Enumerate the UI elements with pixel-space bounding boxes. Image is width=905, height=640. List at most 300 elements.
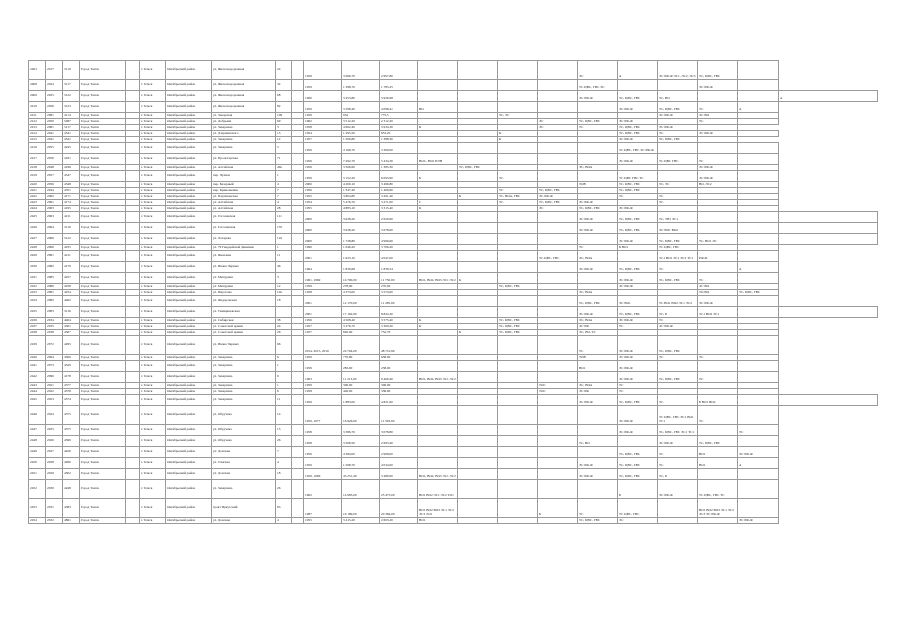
table-cell-code: 3122	[63, 234, 80, 245]
table-cell-note3	[498, 499, 538, 518]
table-cell-year: 1959	[304, 143, 342, 154]
table-cell-house: 66	[276, 336, 292, 355]
table-cell-note8: ТС	[698, 355, 738, 361]
table-cell-district: Октябрьский район	[166, 336, 212, 355]
table-cell-note8	[698, 262, 738, 273]
table-cell-code: 4178	[63, 372, 80, 383]
table-cell-house: 1	[276, 383, 292, 389]
table-cell-code: 3117	[63, 125, 80, 131]
table-cell-code: 4254	[63, 290, 80, 296]
table-cell-id: 2447	[29, 425, 46, 436]
table-row	[29, 154, 878, 165]
table-cell-note7: ТС, ЦВС, ГВС	[658, 102, 698, 113]
table-row	[29, 395, 878, 406]
table-cell-code: 3116	[63, 307, 80, 318]
table-cell-code: 4404	[63, 318, 80, 324]
table-cell-district: Октябрьский район	[166, 182, 212, 188]
table-cell-city: Город Томск	[80, 307, 126, 318]
table-cell-city: Город Томск	[80, 284, 126, 290]
table-cell-id: 2428	[29, 245, 46, 251]
table-cell-kind	[126, 499, 140, 518]
table-cell-note4	[538, 480, 578, 499]
table-cell-code: 3117	[63, 80, 80, 91]
table-cell-note3	[498, 458, 538, 469]
table-cell-note8	[698, 212, 738, 223]
table-cell-city: Город Томск	[80, 171, 126, 182]
table-cell-extra	[292, 372, 304, 383]
table-cell-note9	[738, 154, 779, 165]
table-cell-note1	[418, 336, 458, 355]
table-cell-year: 1959	[304, 361, 342, 372]
table-row	[29, 296, 878, 307]
table-cell-note6	[618, 436, 658, 447]
table-cell-note4	[538, 61, 578, 80]
table-cell-note6: ЭС РФ-Ф	[618, 372, 658, 383]
table-cell-house: 14	[276, 406, 292, 425]
table-cell-locality: г. Томск	[140, 383, 166, 389]
table-cell-n: 2027	[46, 447, 63, 458]
table-cell-street: ул. Заварзина	[212, 383, 276, 389]
table-cell-note8	[698, 91, 738, 102]
table-cell-city: Город Томск	[80, 324, 126, 330]
table-cell-code: 4378	[63, 389, 80, 395]
table-cell-extra	[292, 251, 304, 262]
table-cell-note5: ЭС РФ-Ф	[578, 307, 618, 318]
table-cell-note7: ТС, ЦВС, ГВС ЭС1 ТС1	[658, 425, 698, 436]
table-cell-area_total: 283,00	[342, 361, 380, 372]
table-cell-note7: ТС	[658, 458, 698, 469]
table-cell-code: 4295	[63, 336, 80, 355]
table-cell-year: 1957	[304, 330, 342, 336]
table-cell-district: Октябрьский район	[166, 154, 212, 165]
table-cell-area_living: 3 271,00	[380, 200, 418, 206]
table-cell-id: 2433	[29, 290, 46, 296]
table-cell-note8: ТС	[698, 372, 738, 383]
table-cell-note5: ТС, ЦВС, ГВС	[578, 119, 618, 125]
table-cell-area_living: 1 406,60	[380, 188, 418, 194]
table-cell-locality: г. Томск	[140, 330, 166, 336]
table-body	[29, 61, 878, 524]
table-cell-area_living: 48 710,90	[380, 336, 418, 355]
table-cell-district: Октябрьский район	[166, 125, 212, 131]
table-cell-n: 2081	[46, 251, 63, 262]
table-row	[29, 143, 878, 154]
table-cell-district: Октябрьский район	[166, 389, 212, 395]
table-cell-note5: ТС, ВО	[578, 436, 618, 447]
table-cell-note2	[458, 436, 498, 447]
table-cell-area_total: 1 625,10	[342, 251, 380, 262]
table-cell-area_total: 4 384,00	[342, 447, 380, 458]
table-cell-street: ул. Заварзина	[212, 480, 276, 499]
table-cell-note1: Б	[418, 171, 458, 182]
table-cell-n: 2056	[46, 182, 63, 188]
table-cell-city: Город Томск	[80, 273, 126, 284]
table-cell-locality: г. Томск	[140, 372, 166, 383]
table-cell-note7: ТС	[658, 395, 698, 406]
table-cell-note7: ТС ЦВС, ГВС ЭС1 ВО1 ТС1	[658, 406, 698, 425]
table-cell-locality: г. Томск	[140, 284, 166, 290]
table-cell-note4: ТС, ЦВС, ГВС	[538, 188, 578, 194]
table-cell-kind	[126, 395, 140, 406]
table-cell-district: Октябрьский район	[166, 406, 212, 425]
table-cell-district: Октябрьский район	[166, 383, 212, 389]
table-cell-year: 1959	[304, 284, 342, 290]
table-cell-note4	[538, 262, 578, 273]
table-cell-note7: ТС, ЦВС, ГВС	[658, 372, 698, 383]
table-cell-city: Город Томск	[80, 200, 126, 206]
table-cell-note1: К	[418, 125, 458, 131]
table-cell-note5: ЭС РФ-Ф	[578, 91, 618, 102]
table-cell-area_total: 770,80	[342, 355, 380, 361]
table-cell-street: ул. Заварзина	[212, 389, 276, 395]
table-cell-locality: г. Томск	[140, 188, 166, 194]
table-cell-note4: ЭС	[538, 125, 578, 131]
table-cell-street: ул. Томская	[212, 458, 276, 469]
table-cell-n: 2024	[46, 80, 63, 91]
table-cell-city: Город Томск	[80, 447, 126, 458]
table-cell-note9	[738, 307, 779, 318]
table-cell-note1	[418, 262, 458, 273]
table-cell-note3	[498, 102, 538, 113]
table-cell-locality: г. Томск	[140, 165, 166, 171]
table-cell-code: 4195	[63, 206, 80, 212]
table-cell-note5	[578, 234, 618, 245]
table-cell-n: 2082	[46, 262, 63, 273]
table-cell-note7: ТС ВО1 ВО2 ЭС1 ЭС2	[658, 296, 698, 307]
table-cell-note5: ВО1	[578, 361, 618, 372]
table-cell-area_total: 4 662,40	[342, 125, 380, 131]
table-cell-note8: ЭС РФ-Ф	[698, 131, 738, 137]
table-cell-house: 4	[276, 518, 292, 524]
table-cell-area_total: 5 476,70	[342, 200, 380, 206]
table-cell-note1	[418, 143, 458, 154]
table-cell-note7: ТС	[658, 131, 698, 137]
table-cell-note6: А	[618, 61, 658, 80]
table-cell-note9: ЭС РФ-Ф	[738, 447, 779, 458]
table-cell-area_living: 270,00	[380, 284, 418, 290]
table-cell-year: 1958	[304, 436, 342, 447]
table-cell-note5: ТС, ЦВС, ГВС	[578, 518, 618, 524]
table-cell-note2	[458, 212, 498, 223]
table-cell-id: 2432	[29, 284, 46, 290]
table-cell-area_living: 1 785,25	[380, 80, 418, 91]
table-cell-year: 1960	[304, 91, 342, 102]
table-cell-kind	[126, 372, 140, 383]
table-cell-street: ул. Донская	[212, 469, 276, 480]
table-cell-area_total: 14 790,00	[342, 273, 380, 284]
table-cell-area_living: 306,00	[380, 383, 418, 389]
table-cell-note1	[418, 223, 458, 234]
table-cell-note2	[458, 262, 498, 273]
table-cell-note5: ЭС	[578, 61, 618, 80]
table-cell-street: ул. Заводская	[212, 113, 276, 119]
table-row	[29, 425, 878, 436]
table-cell-note2	[458, 499, 498, 518]
table-cell-year: 1956	[304, 318, 342, 324]
table-cell-extra	[292, 480, 304, 499]
table-cell-note7: ТС	[658, 447, 698, 458]
table-cell-locality: г. Томск	[140, 131, 166, 137]
table-cell-note8	[698, 223, 738, 234]
table-cell-note6: ЭС ВО1	[618, 296, 658, 307]
table-cell-note9: ТС, ЦВС, ГВС	[738, 290, 779, 296]
table-cell-n: 2096	[46, 372, 63, 383]
table-cell-code: 4245	[63, 143, 80, 154]
table-cell-note4	[538, 143, 578, 154]
table-cell-year: 1959	[304, 113, 342, 119]
table-cell-house: 82	[276, 102, 292, 113]
table-cell-note6: ЭС РФ-Ф	[618, 336, 658, 355]
table-cell-note3: ТС, ЦВС, ГВС	[498, 284, 538, 290]
table-cell-locality: г. Томск	[140, 194, 166, 200]
table-cell-code: 4174	[63, 200, 80, 206]
table-cell-area_living: 4 098,41	[380, 102, 418, 113]
table-cell-note1: К	[418, 206, 458, 212]
table-cell-district: Октябрьский район	[166, 372, 212, 383]
table-cell-area_total: 3 415,20	[342, 518, 380, 524]
table-cell-area_living: 2 997,80	[380, 61, 418, 80]
table-cell-note1	[418, 395, 458, 406]
table-cell-code: 4541	[63, 131, 80, 137]
table-cell-house: 109	[276, 113, 292, 119]
table-cell-n: 2066	[46, 234, 63, 245]
table-cell-note4	[538, 425, 578, 436]
table-cell-note8: ВО, ЭС2	[698, 182, 738, 188]
table-cell-house: 7	[276, 188, 292, 194]
table-cell-year: 1955	[304, 194, 342, 200]
table-cell-note7	[658, 499, 698, 518]
table-cell-note8: ЭС ВО	[698, 284, 738, 290]
table-cell-note7: ТС	[658, 200, 698, 206]
table-cell-area_total: 1 646,20	[342, 245, 380, 251]
table-cell-city: Город Томск	[80, 223, 126, 234]
table-cell-note4	[538, 372, 578, 383]
table-cell-kind	[126, 458, 140, 469]
table-cell-note1	[418, 91, 458, 102]
table-cell-note2	[458, 223, 498, 234]
table-cell-year: 1954	[304, 131, 342, 137]
table-cell-code: 4541	[63, 137, 80, 143]
table-cell-street: ул. Дзержинского	[212, 131, 276, 137]
table-cell-note6: ЭС РФ-Ф	[618, 234, 658, 245]
table-cell-house: 38	[276, 318, 292, 324]
table-cell-code: 4290	[63, 458, 80, 469]
table-cell-note3	[498, 143, 538, 154]
table-cell-note5: ТС	[578, 336, 618, 355]
table-cell-n: 2061	[46, 200, 63, 206]
table-cell-area_living: 3 574,00	[380, 290, 418, 296]
table-cell-house: 15	[276, 131, 292, 137]
table-cell-id: 2449	[29, 447, 46, 458]
table-cell-area_living: 20 384,00	[380, 499, 418, 518]
table-cell-note6: ЭС РФ-Ф	[618, 119, 658, 125]
table-cell-note8: ТС1 ВО2 ЭС1	[698, 307, 738, 318]
table-cell-note1: К	[418, 324, 458, 330]
table-cell-year: 1958	[304, 125, 342, 131]
table-cell-note7: ЭС РФ-Ф	[658, 125, 698, 131]
table-cell-note5	[578, 406, 618, 425]
table-cell-extra	[292, 395, 304, 406]
table-cell-locality: г. Томск	[140, 480, 166, 499]
table-cell-n: 2081	[46, 113, 63, 119]
table-cell-code: 3122	[63, 91, 80, 102]
table-cell-street: пер. Чулков	[212, 171, 276, 182]
table-cell-note7: ТС, ЦВС, ГВС	[658, 137, 698, 143]
table-cell-note4	[538, 154, 578, 165]
table-cell-code: 4375	[63, 406, 80, 425]
table-cell-note1: ВО1 ВО2 ЭС1 ЭС2 ТО1	[418, 480, 458, 499]
table-cell-code: 5487	[63, 119, 80, 125]
table-row	[29, 406, 878, 425]
table-cell-note3	[498, 296, 538, 307]
table-cell-n: 2035	[46, 324, 63, 330]
table-cell-note4	[538, 436, 578, 447]
table-cell-house: 3	[276, 125, 292, 131]
table-cell-note4	[538, 458, 578, 469]
table-cell-locality: г. Томск	[140, 113, 166, 119]
table-cell-extra	[292, 80, 304, 91]
table-cell-code: 4351	[63, 188, 80, 194]
table-cell-note5: ТС, ЦВС, ГВС	[578, 296, 618, 307]
table-cell-area_living: 2 693,40	[380, 436, 418, 447]
table-cell-city: Город Томск	[80, 165, 126, 171]
table-cell-note6: ЭС РФ-Ф	[618, 355, 658, 361]
table-cell-district: Октябрьский район	[166, 91, 212, 102]
table-cell-street: ул. Обручева	[212, 406, 276, 425]
table-cell-note5: ТС	[578, 125, 618, 131]
table-cell-id: 2431	[29, 273, 46, 284]
table-cell-locality: г. Томск	[140, 318, 166, 324]
table-cell-note3	[498, 223, 538, 234]
table-cell-code: 4211	[63, 212, 80, 223]
table-cell-n: 2073	[46, 361, 63, 372]
table-cell-area_living: 338,00	[380, 389, 418, 395]
table-cell-area_total: 16 926,00	[342, 406, 380, 425]
table-cell-note5: ТС	[578, 245, 618, 251]
table-cell-n: 2064	[46, 223, 63, 234]
table-cell-house: 26	[276, 330, 292, 336]
table-cell-note1	[418, 447, 458, 458]
table-cell-n: 2063	[46, 206, 63, 212]
table-cell-locality: г. Томск	[140, 137, 166, 143]
table-cell-id: 2441	[29, 361, 46, 372]
table-cell-kind	[126, 273, 140, 284]
table-cell-note2	[458, 102, 498, 113]
table-cell-district: Октябрьский район	[166, 251, 212, 262]
table-cell-note3: ТС, ЦВС, ГВС	[498, 324, 538, 330]
table-cell-n: 2082	[46, 296, 63, 307]
table-cell-street: ул. Заварзина	[212, 125, 276, 131]
table-cell-locality: г. Томск	[140, 119, 166, 125]
table-cell-house: 7	[276, 194, 292, 200]
table-cell-code: 4861	[63, 518, 80, 524]
table-cell-note7: ТС ЦВС ГВС	[658, 154, 698, 165]
table-cell-extra	[292, 143, 304, 154]
table-cell-note1: ВО	[418, 102, 458, 113]
table-cell-note7	[658, 518, 698, 524]
table-cell-id: 2425	[29, 212, 46, 223]
table-cell-locality: г. Томск	[140, 296, 166, 307]
table-cell-note3: К	[498, 131, 538, 137]
table-cell-id: 2445	[29, 395, 46, 406]
table-cell-locality: г. Томск	[140, 406, 166, 425]
table-cell-kind	[126, 171, 140, 182]
table-cell-house: 68	[276, 91, 292, 102]
table-cell-note5: ЭС РФ	[578, 389, 618, 395]
table-cell-note7	[658, 80, 698, 91]
table-cell-note7: ТС, ЦВС, ГВС	[658, 273, 698, 284]
table-cell-note1	[418, 212, 458, 223]
table-row	[29, 436, 878, 447]
table-cell-note3	[498, 372, 538, 383]
table-cell-id: 2420	[29, 182, 46, 188]
table-cell-locality: г. Томск	[140, 307, 166, 318]
table-cell-area_total: 1 509,80	[342, 137, 380, 143]
table-cell-note4	[538, 102, 578, 113]
table-cell-house: 69	[276, 119, 292, 125]
table-cell-kind	[126, 251, 140, 262]
table-cell-note3	[498, 251, 538, 262]
table-cell-note1	[418, 251, 458, 262]
table-cell-note6: ТС ЦВС ГВС ТС	[618, 171, 658, 182]
table-cell-kind	[126, 212, 140, 223]
table-cell-note9	[738, 131, 779, 137]
table-cell-note2	[458, 518, 498, 524]
table-cell-street: ул. Железнодорожная	[212, 91, 276, 102]
table-cell-note8: Б ВО1 ВО2	[698, 395, 738, 406]
table-cell-id: 2446	[29, 406, 46, 425]
table-cell-note1	[418, 296, 458, 307]
table-cell-note8: ТО ВО	[698, 290, 738, 296]
table-cell-note6: ТС, ЦВС, ГВС	[618, 307, 658, 318]
table-cell-kind	[126, 336, 140, 355]
table-cell-note8	[698, 518, 738, 524]
table-cell-n: 2017	[46, 61, 63, 80]
table-cell-district: Октябрьский район	[166, 284, 212, 290]
table-cell-district: Октябрьский район	[166, 171, 212, 182]
table-cell-district: Октябрьский район	[166, 296, 212, 307]
table-cell-area_living: 3 078,80	[380, 425, 418, 436]
table-cell-note1: ВО1	[418, 518, 458, 524]
table-cell-street: ул. Пролетарская	[212, 154, 276, 165]
table-cell-year: 1958	[304, 290, 342, 296]
table-cell-note8: РФ-Ф	[698, 251, 738, 262]
table-cell-city: Город Томск	[80, 406, 126, 425]
housing-table	[28, 60, 878, 524]
table-cell-extra	[292, 425, 304, 436]
table-cell-id: 2403	[29, 61, 46, 80]
table-cell-year: 1956	[304, 458, 342, 469]
table-cell-note2: К	[458, 273, 498, 284]
table-cell-note3: ТС, ЦВС, ГВС	[498, 318, 538, 324]
table-cell-code: 4347	[63, 171, 80, 182]
table-cell-n: 2034	[46, 318, 63, 324]
table-cell-note2	[458, 307, 498, 318]
table-cell-district: Октябрьский район	[166, 188, 212, 194]
table-cell-area_total: 1 883,00	[342, 395, 380, 406]
table-cell-area_living: 752,70	[380, 330, 418, 336]
table-cell-district: Октябрьский район	[166, 499, 212, 518]
table-cell-code: 3116	[63, 223, 80, 234]
table-cell-city: Город Томск	[80, 262, 126, 273]
table-cell-extra	[292, 223, 304, 234]
table-cell-note1: С	[418, 200, 458, 206]
table-cell-area_total: 1 398,70	[342, 80, 380, 91]
table-cell-note8: ЭС РФ-Ф	[698, 80, 738, 91]
table-cell-note5	[578, 102, 618, 113]
table-cell-locality: г. Томск	[140, 80, 166, 91]
table-cell-street: ул. Добрыня	[212, 119, 276, 125]
